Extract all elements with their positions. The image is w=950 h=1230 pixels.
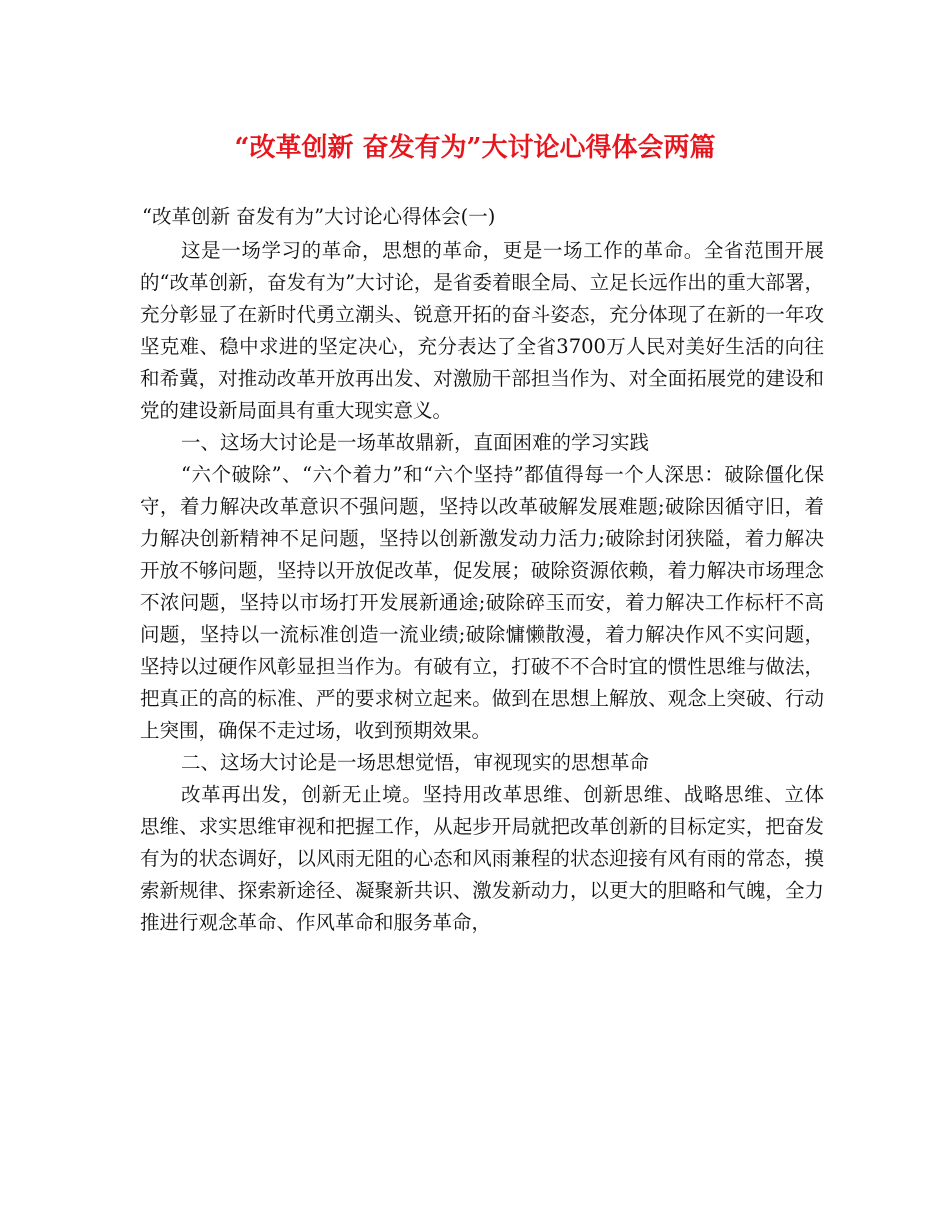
document-body [140,201,824,939]
paragraph-intro: 这是一场学习的革命，思想的革命，更是一场工作的革命。全省范围开展的“改革创新，奋发有为”大讨论，是省委着眼全局、立足长远作出的重大部署，充分彰显了在新时代勇立潮头、锐意开拓的奋斗姿态，充分体现了在新的一年攻坚克难、稳中求进的坚定决心，充分表达了全省3700万人民对美好生活的向往和希冀，对推动改革开放再出发、对激励干部担当作为、对全面拓展党的建设和党的建设新局面具有重大现实意义。 [140,239,824,422]
section-heading-2: 二、这场大讨论是一场思想觉悟，审视现实的思想革命 [181,751,650,774]
document-subtitle: “改革创新 奋发有为”大讨论心得体会(一) [142,205,496,228]
paragraph-reform: 改革再出发，创新无止境。坚持用改革思维、创新思维、战略思维、立体思维、求实思维审视和把握工作，从起步开局就把改革创新的目标定实，把奋发有为的状态调好，以风雨无阻的心态和风雨兼程的状态迎接有风有雨的常态，摸索新规律、探索新途径、凝聚新共识、激发新动力，以更大的胆略和气魄，全力推进行观念革命、作风革命和服务革命， [140,783,824,934]
section-heading-1: 一、这场大讨论是一场革故鼎新，直面困难的学习实践 [181,431,650,454]
paragraph-six-points: “六个破除”、“六个着力”和“六个坚持”都值得每一个人深思：破除僵化保守，着力解决改革意识不强问题，坚持以改革破解发展难题;破除因循守旧，着力解决创新精神不足问题，坚持以创新激发动力活力;破除封闭狭隘，着力解决开放不够问题，坚持以开放促改革，促发展；破除资源依赖，着力解决市场理念不浓问题，坚持以市场打开发展新通途;破除碎玉而安，着力解决工作标杆不高问题，坚持以一流标准创造一流业绩;破除慵懒散漫，着力解决作风不实问题，坚持以过硬作风彰显担当作为。有破有立，打破不不合时宜的惯性思维与做法，把真正的高的标准、严的要求树立起来。做到在思想上解放、观念上突破、行动上突围，确保不走过场，收到预期效果。 [140,463,824,742]
document-title: “改革创新 奋发有为”大讨论心得体会两篇 [234,133,716,163]
